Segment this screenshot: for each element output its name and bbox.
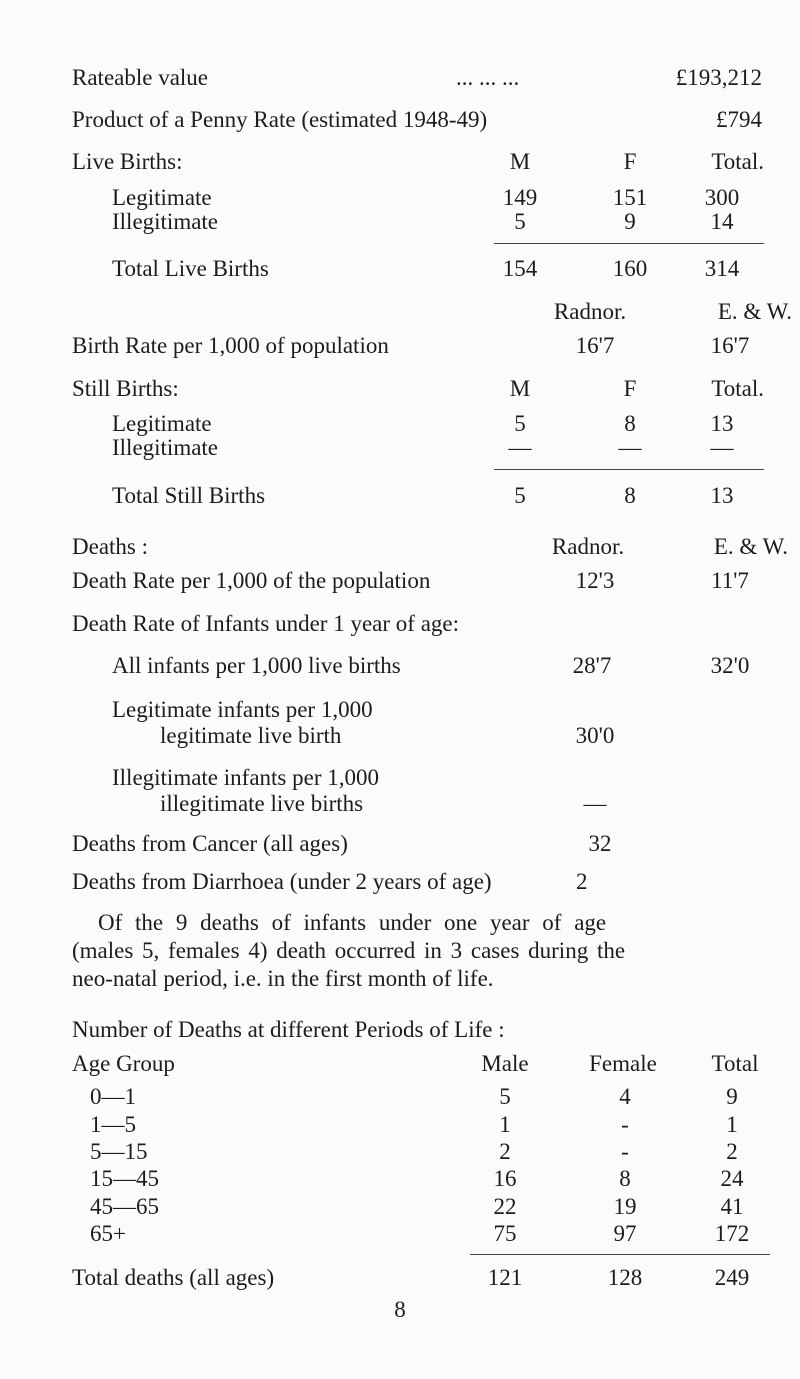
still-births-row-total: 13 — [710, 411, 734, 436]
live-births-col-total: Total. — [711, 149, 764, 174]
age-table-total-total: 249 — [714, 1265, 750, 1290]
age-female: - — [621, 1112, 629, 1137]
cancer-deaths-label: Deaths from Cancer (all ages) — [72, 831, 348, 856]
live-births-row-total: 14 — [710, 209, 734, 234]
illegit-infants-label-line1: Illegitimate infants per 1,000 — [112, 765, 379, 790]
live-births-row-f: 9 — [624, 209, 636, 234]
live-births-row-f: 151 — [612, 185, 648, 210]
age-female: 97 — [613, 1221, 637, 1246]
paragraph-line-3: neo-natal period, i.e. in the first month of life. — [72, 966, 494, 991]
live-births-row-total: 300 — [704, 185, 740, 210]
rateable-value-leader: ... ... ... — [456, 65, 520, 90]
live-births-row-label: Illegitimate — [112, 209, 219, 234]
still-births-row-label: Legitimate — [112, 411, 212, 436]
all-infants-radnor: 28'7 — [572, 653, 612, 678]
age-female: 19 — [613, 1194, 637, 1219]
penny-rate-value: £794 — [716, 107, 762, 132]
age-total: 24 — [720, 1166, 744, 1191]
page-number: 8 — [394, 1297, 406, 1322]
legit-infants-label-line1: Legitimate infants per 1,000 — [112, 697, 373, 722]
legit-infants-value: 30'0 — [575, 723, 615, 748]
deaths-col-radnor: Radnor. — [551, 534, 625, 559]
death-rate-ew: 11'7 — [711, 568, 749, 593]
cancer-deaths-value: 32 — [588, 831, 612, 856]
age-total: 9 — [726, 1084, 738, 1109]
age-male: 22 — [493, 1194, 517, 1219]
age-female: 4 — [619, 1084, 631, 1109]
paragraph-line-1: Of the 9 deaths of infants under one year of age — [98, 910, 607, 935]
age-group: 1—5 — [90, 1112, 136, 1137]
still-births-col-total: Total. — [711, 376, 764, 401]
age-male: 2 — [499, 1139, 511, 1164]
age-total: 172 — [714, 1221, 750, 1246]
live-births-total-total: 314 — [704, 256, 740, 281]
live-births-row-m: 149 — [502, 185, 538, 210]
diarrhoea-deaths-value: 2 — [576, 869, 588, 894]
age-table-total-female: 128 — [607, 1265, 643, 1290]
live-births-total-label: Total Live Births — [112, 256, 269, 281]
death-rate-label: Death Rate per 1,000 of the population — [72, 568, 431, 593]
age-table-total-label: Total deaths (all ages) — [72, 1265, 275, 1290]
infant-death-heading: Death Rate of Infants under 1 year of age: — [72, 611, 460, 636]
age-group: 65+ — [90, 1221, 126, 1246]
still-births-total-f: 8 — [624, 483, 636, 508]
age-total: 2 — [726, 1139, 738, 1164]
still-births-total-rule — [494, 469, 764, 470]
all-infants-label: All infants per 1,000 live births — [112, 653, 401, 678]
birth-rate-col-radnor: Radnor. — [553, 299, 627, 324]
age-total: 1 — [726, 1112, 738, 1137]
still-births-row-label: Illegitimate — [112, 435, 219, 460]
illegit-infants-value: — — [583, 791, 607, 816]
live-births-col-m: M — [509, 149, 531, 174]
age-table-col-female: Female — [589, 1051, 657, 1076]
death-rate-radnor: 12'3 — [575, 568, 615, 593]
age-total: 41 — [720, 1194, 744, 1219]
all-infants-ew: 32'0 — [710, 653, 750, 678]
deaths-heading: Deaths : — [72, 534, 149, 559]
still-births-heading: Still Births: — [72, 376, 179, 401]
age-male: 5 — [499, 1084, 511, 1109]
still-births-col-f: F — [623, 376, 637, 401]
deaths-col-ew: E. & W. — [713, 534, 788, 559]
still-births-row-f: — — [618, 435, 642, 460]
live-births-total-m: 154 — [502, 256, 538, 281]
age-table-total-male: 121 — [487, 1265, 523, 1290]
age-female: 8 — [619, 1166, 631, 1191]
age-table-heading: Number of Deaths at different Periods of Life : — [72, 1017, 505, 1042]
age-male: 75 — [493, 1221, 517, 1246]
age-female: - — [621, 1139, 629, 1164]
paragraph-line-2: (males 5, females 4) death occurred in 3 cases during the — [72, 938, 626, 963]
illegit-infants-label-line2: illegitimate live births — [160, 791, 364, 816]
age-group: 15—45 — [90, 1166, 159, 1191]
age-group: 45—65 — [90, 1194, 159, 1219]
still-births-row-m: 5 — [514, 411, 526, 436]
age-table-total-rule — [470, 1254, 770, 1255]
still-births-total-label: Total Still Births — [112, 483, 266, 508]
live-births-total-f: 160 — [612, 256, 648, 281]
age-male: 1 — [499, 1112, 511, 1137]
live-births-heading: Live Births: — [72, 149, 183, 174]
still-births-col-m: M — [509, 376, 531, 401]
age-table-col-total: Total — [711, 1051, 759, 1076]
still-births-total-m: 5 — [514, 483, 526, 508]
age-table-col-male: Male — [481, 1051, 529, 1076]
diarrhoea-deaths-label: Deaths from Diarrhoea (under 2 years of age) — [72, 869, 492, 894]
birth-rate-radnor: 16'7 — [575, 333, 615, 358]
birth-rate-ew: 16'7 — [710, 333, 750, 358]
age-group: 0—1 — [90, 1084, 136, 1109]
age-group: 5—15 — [90, 1139, 148, 1164]
still-births-row-m: — — [508, 435, 532, 460]
still-births-row-f: 8 — [624, 411, 636, 436]
legit-infants-label-line2: legitimate live birth — [160, 723, 342, 748]
birth-rate-col-ew: E. & W. — [717, 299, 792, 324]
rateable-value: £193,212 — [675, 65, 762, 90]
live-births-row-label: Legitimate — [112, 185, 212, 210]
age-table-col-age: Age Group — [72, 1051, 175, 1076]
rateable-value-label: Rateable value — [72, 65, 209, 90]
live-births-total-rule — [494, 243, 764, 244]
penny-rate-label: Product of a Penny Rate (estimated 1948-49) — [72, 107, 488, 132]
age-male: 16 — [493, 1166, 517, 1191]
birth-rate-label: Birth Rate per 1,000 of population — [72, 333, 389, 358]
still-births-total-total: 13 — [710, 483, 734, 508]
live-births-row-m: 5 — [514, 209, 526, 234]
live-births-col-f: F — [623, 149, 637, 174]
still-births-row-total: — — [710, 435, 734, 460]
